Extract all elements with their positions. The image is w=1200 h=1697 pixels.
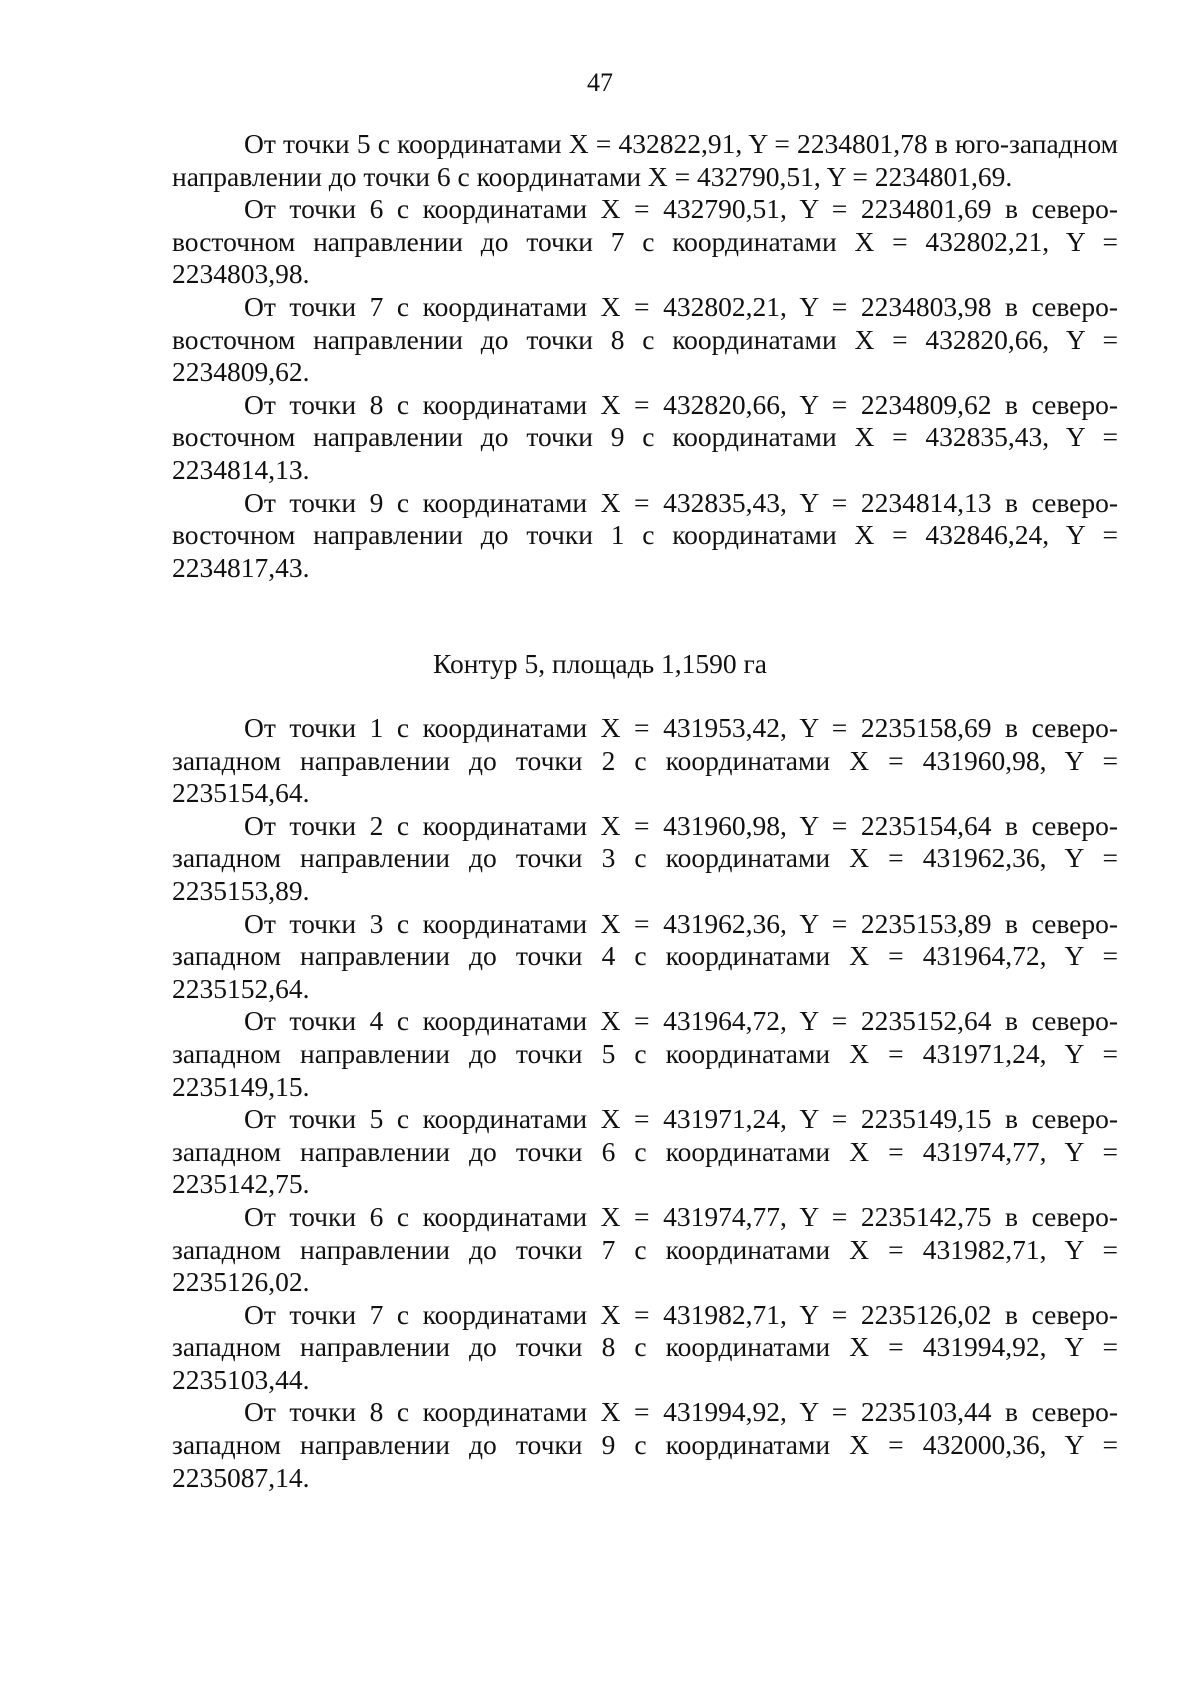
coordinates-text-block-top bbox=[172, 128, 1118, 584]
paragraph-top-point-9: От точки 9 с координатами X = 432835,43, Y = 2234814,13 в северо-восточном направлении до точки 1 с координатами X = 432846,24, Y = 2234817,43. bbox=[172, 486, 1118, 583]
paragraph-top-point-6: От точки 6 с координатами X = 432790,51, Y = 2234801,69 в северо-восточном направлении до точки 7 с координатами X = 432802,21, Y = 2234803,98. bbox=[172, 193, 1118, 290]
paragraph-bottom-point-6: От точки 6 с координатами X = 431974,77, Y = 2235142,75 в северо-западном направлении до точки 7 с координатами X = 431982,71, Y = 2235126,02. bbox=[172, 1200, 1118, 1298]
contour-heading: Контур 5, площадь 1,1590 га bbox=[433, 648, 767, 679]
paragraph-bottom-point-3: От точки 3 с координатами X = 431962,36, Y = 2235153,89 в северо-западном направлении до точки 4 с координатами X = 431964,72, Y = 2235152,64. bbox=[172, 907, 1118, 1004]
page-number: 47 bbox=[587, 68, 613, 97]
paragraph-bottom-point-8: От точки 8 с координатами X = 431994,92, Y = 2235103,44 в северо-западном направлении до точки 9 с координатами X = 432000,36, Y = 2235087,14. bbox=[172, 1396, 1118, 1493]
paragraph-top-point-8: От точки 8 с координатами X = 432820,66, Y = 2234809,62 в северо-восточном направлении до точки 9 с координатами X = 432835,43, Y = 2234814,13. bbox=[172, 388, 1118, 485]
paragraph-top-point-7: От точки 7 с координатами X = 432802,21, Y = 2234803,98 в северо-восточном направлении до точки 8 с координатами X = 432820,66, Y = 2234809,62. bbox=[172, 290, 1118, 388]
paragraph-bottom-point-1: От точки 1 с координатами X = 431953,42, Y = 2235158,69 в северо-западном направлении до точки 2 с координатами X = 431960,98, Y = 2235154,64. bbox=[172, 712, 1118, 809]
paragraph-bottom-point-5: От точки 5 с координатами X = 431971,24, Y = 2235149,15 в северо-западном направлении до точки 6 с координатами X = 431974,77, Y = 2235142,75. bbox=[172, 1103, 1118, 1200]
coordinates-text-block-bottom bbox=[172, 712, 1118, 1494]
paragraph-top-point-5: От точки 5 с координатами X = 432822,91, Y = 2234801,78 в юго-западном направлении до точки 6 с координатами X = 432790,51, Y = 2234801,69. bbox=[172, 128, 1118, 192]
paragraph-bottom-point-7: От точки 7 с координатами X = 431982,71, Y = 2235126,02 в северо-западном направлении до точки 8 с координатами X = 431994,92, Y = 2235103,44. bbox=[172, 1298, 1118, 1395]
paragraph-bottom-point-2: От точки 2 с координатами X = 431960,98, Y = 2235154,64 в северо-западном направлении до точки 3 с координатами X = 431962,36, Y = 2235153,89. bbox=[172, 809, 1118, 906]
paragraph-bottom-point-4: От точки 4 с координатами X = 431964,72, Y = 2235152,64 в северо-западном направлении до точки 5 с координатами X = 431971,24, Y = 2235149,15. bbox=[172, 1005, 1118, 1102]
